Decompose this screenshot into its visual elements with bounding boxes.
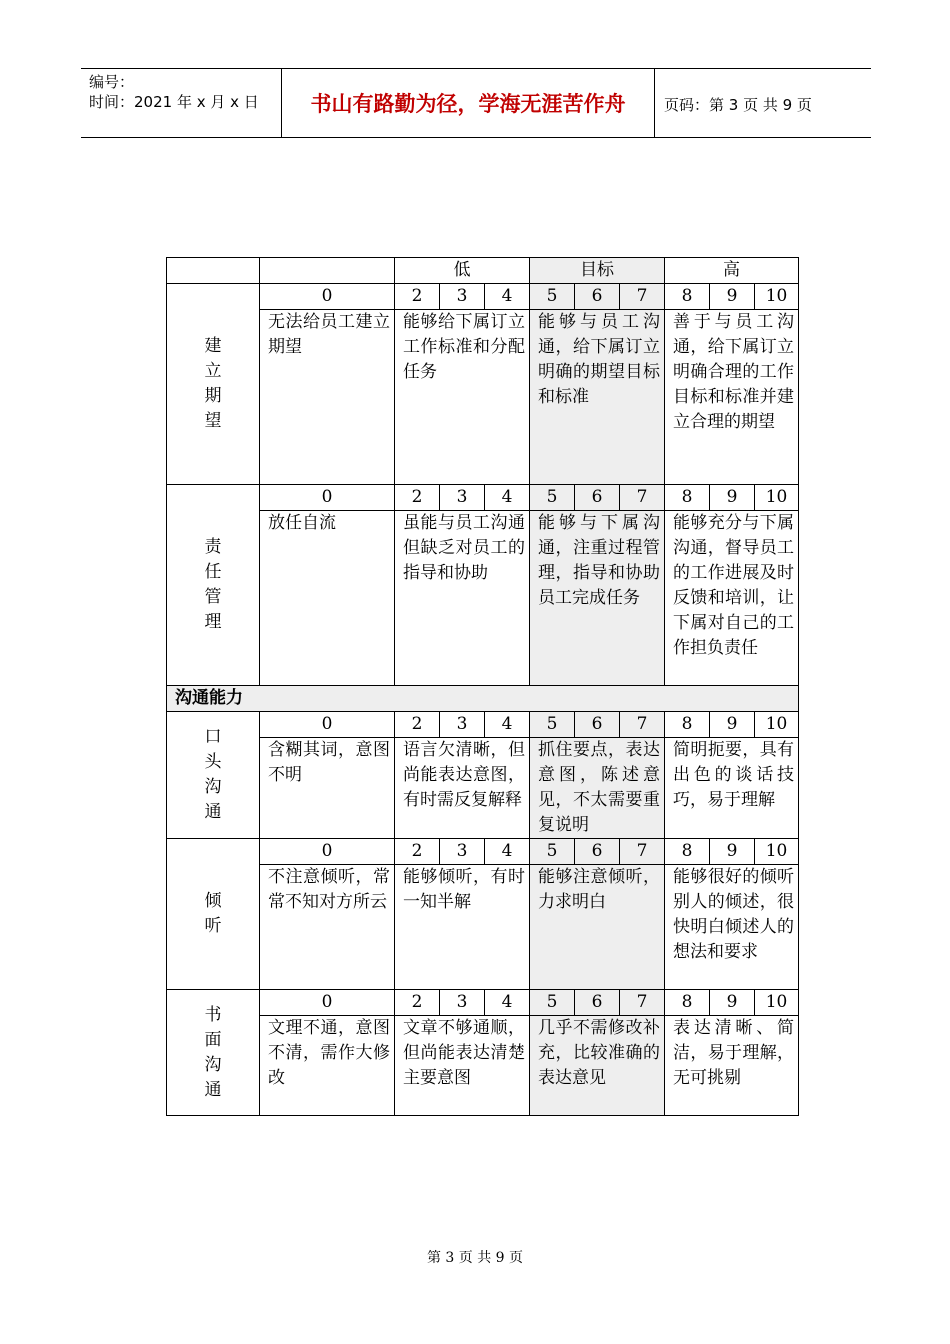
description-cell: 简明扼要，具有出色的谈话技巧，易于理解 [665, 738, 799, 839]
score-cell: 8 [665, 712, 710, 738]
level-target: 目标 [530, 258, 665, 284]
description-cell: 抓住要点，表达意图，陈述意见，不太需要重复说明 [530, 738, 665, 839]
category-label: 责任管理 [167, 485, 260, 686]
score-cell: 4 [485, 712, 530, 738]
score-row [167, 485, 799, 511]
description-cell: 能够注意倾听，力求明白 [530, 865, 665, 990]
score-cell: 3 [440, 284, 485, 310]
description-cell: 能够与员工沟通，给下属订立明确的期望目标和标准 [530, 310, 665, 485]
score-cell: 6 [575, 990, 620, 1016]
score-cell: 4 [485, 485, 530, 511]
score-row [167, 284, 799, 310]
score-cell: 5 [530, 712, 575, 738]
score-cell: 0 [260, 990, 395, 1016]
score-cell: 9 [710, 712, 755, 738]
page-header [81, 68, 871, 138]
score-cell: 9 [710, 990, 755, 1016]
score-cell: 8 [665, 284, 710, 310]
score-row [167, 990, 799, 1016]
score-cell: 8 [665, 485, 710, 511]
description-cell: 几乎不需修改补充，比较准确的表达意见 [530, 1016, 665, 1116]
empty-cell [167, 258, 260, 284]
score-cell: 0 [260, 485, 395, 511]
description-cell: 能够倾听，有时一知半解 [395, 865, 530, 990]
header-meta [81, 69, 281, 137]
score-cell: 5 [530, 839, 575, 865]
description-cell: 放任自流 [260, 511, 395, 686]
date-label: 时间：2021 年 x 月 x 日 [89, 93, 259, 111]
score-cell: 8 [665, 839, 710, 865]
score-cell: 3 [440, 990, 485, 1016]
description-cell: 能够很好的倾听别人的倾述，很快明白倾述人的想法和要求 [665, 865, 799, 990]
score-row [167, 839, 799, 865]
score-cell: 5 [530, 284, 575, 310]
description-cell: 善于与员工沟通，给下属订立明确合理的工作目标和标准并建立合理的期望 [665, 310, 799, 485]
score-cell: 10 [755, 839, 799, 865]
score-cell: 2 [395, 485, 440, 511]
description-row [167, 1016, 799, 1116]
section-row [167, 686, 799, 712]
score-cell: 2 [395, 284, 440, 310]
score-cell: 9 [710, 839, 755, 865]
score-cell: 4 [485, 284, 530, 310]
description-row [167, 511, 799, 686]
description-cell: 能够充分与下属沟通，督导员工的工作进展及时反馈和培训，让下属对自己的工作担负责任 [665, 511, 799, 686]
level-low: 低 [395, 258, 530, 284]
score-cell: 2 [395, 990, 440, 1016]
doc-number-label: 编号： [89, 73, 135, 91]
score-cell: 3 [440, 485, 485, 511]
empty-cell [260, 258, 395, 284]
score-cell: 7 [620, 712, 665, 738]
score-cell: 6 [575, 485, 620, 511]
score-cell: 9 [710, 485, 755, 511]
header-motto: 书山有路勤为径，学海无涯苦作舟 [281, 69, 655, 137]
score-cell: 4 [485, 990, 530, 1016]
score-cell: 10 [755, 284, 799, 310]
score-cell: 6 [575, 284, 620, 310]
category-label: 倾听 [167, 839, 260, 990]
score-cell: 3 [440, 839, 485, 865]
score-cell: 7 [620, 839, 665, 865]
description-cell: 不注意倾听，常常不知对方所云 [260, 865, 395, 990]
description-cell: 文理不通，意图不清，需作大修改 [260, 1016, 395, 1116]
description-cell: 表达清晰、简洁，易于理解，无可挑剔 [665, 1016, 799, 1116]
category-label: 口头沟通 [167, 712, 260, 839]
score-cell: 5 [530, 485, 575, 511]
score-cell: 10 [755, 485, 799, 511]
score-cell: 10 [755, 712, 799, 738]
score-cell: 7 [620, 990, 665, 1016]
score-cell: 0 [260, 839, 395, 865]
description-cell: 能够给下属订立工作标准和分配任务 [395, 310, 530, 485]
score-cell: 4 [485, 839, 530, 865]
score-cell: 6 [575, 712, 620, 738]
level-high: 高 [665, 258, 799, 284]
score-cell: 7 [620, 284, 665, 310]
description-row [167, 865, 799, 990]
score-cell: 0 [260, 712, 395, 738]
page-footer: 第 3 页 共 9 页 [426, 1250, 524, 1266]
page-number-label: 页码：第 3 页 共 9 页 [664, 96, 812, 114]
section-title: 沟通能力 [167, 686, 799, 712]
score-cell: 0 [260, 284, 395, 310]
score-cell: 5 [530, 990, 575, 1016]
score-cell: 10 [755, 990, 799, 1016]
description-cell: 虽能与员工沟通但缺乏对员工的指导和协助 [395, 511, 530, 686]
score-row [167, 712, 799, 738]
score-cell: 3 [440, 712, 485, 738]
score-cell: 8 [665, 990, 710, 1016]
score-cell: 2 [395, 839, 440, 865]
category-label: 书面沟通 [167, 990, 260, 1116]
description-cell: 文章不够通顺，但尚能表达清楚主要意图 [395, 1016, 530, 1116]
category-label: 建立期望 [167, 284, 260, 485]
score-cell: 6 [575, 839, 620, 865]
description-row [167, 310, 799, 485]
score-cell: 2 [395, 712, 440, 738]
competency-table [166, 257, 799, 1116]
description-cell: 无法给员工建立期望 [260, 310, 395, 485]
description-cell: 语言欠清晰，但尚能表达意图，有时需反复解释 [395, 738, 530, 839]
description-cell: 能够与下属沟通，注重过程管理，指导和协助员工完成任务 [530, 511, 665, 686]
description-row [167, 738, 799, 839]
level-header-row [167, 258, 799, 284]
score-cell: 7 [620, 485, 665, 511]
description-cell: 含糊其词，意图不明 [260, 738, 395, 839]
score-cell: 9 [710, 284, 755, 310]
